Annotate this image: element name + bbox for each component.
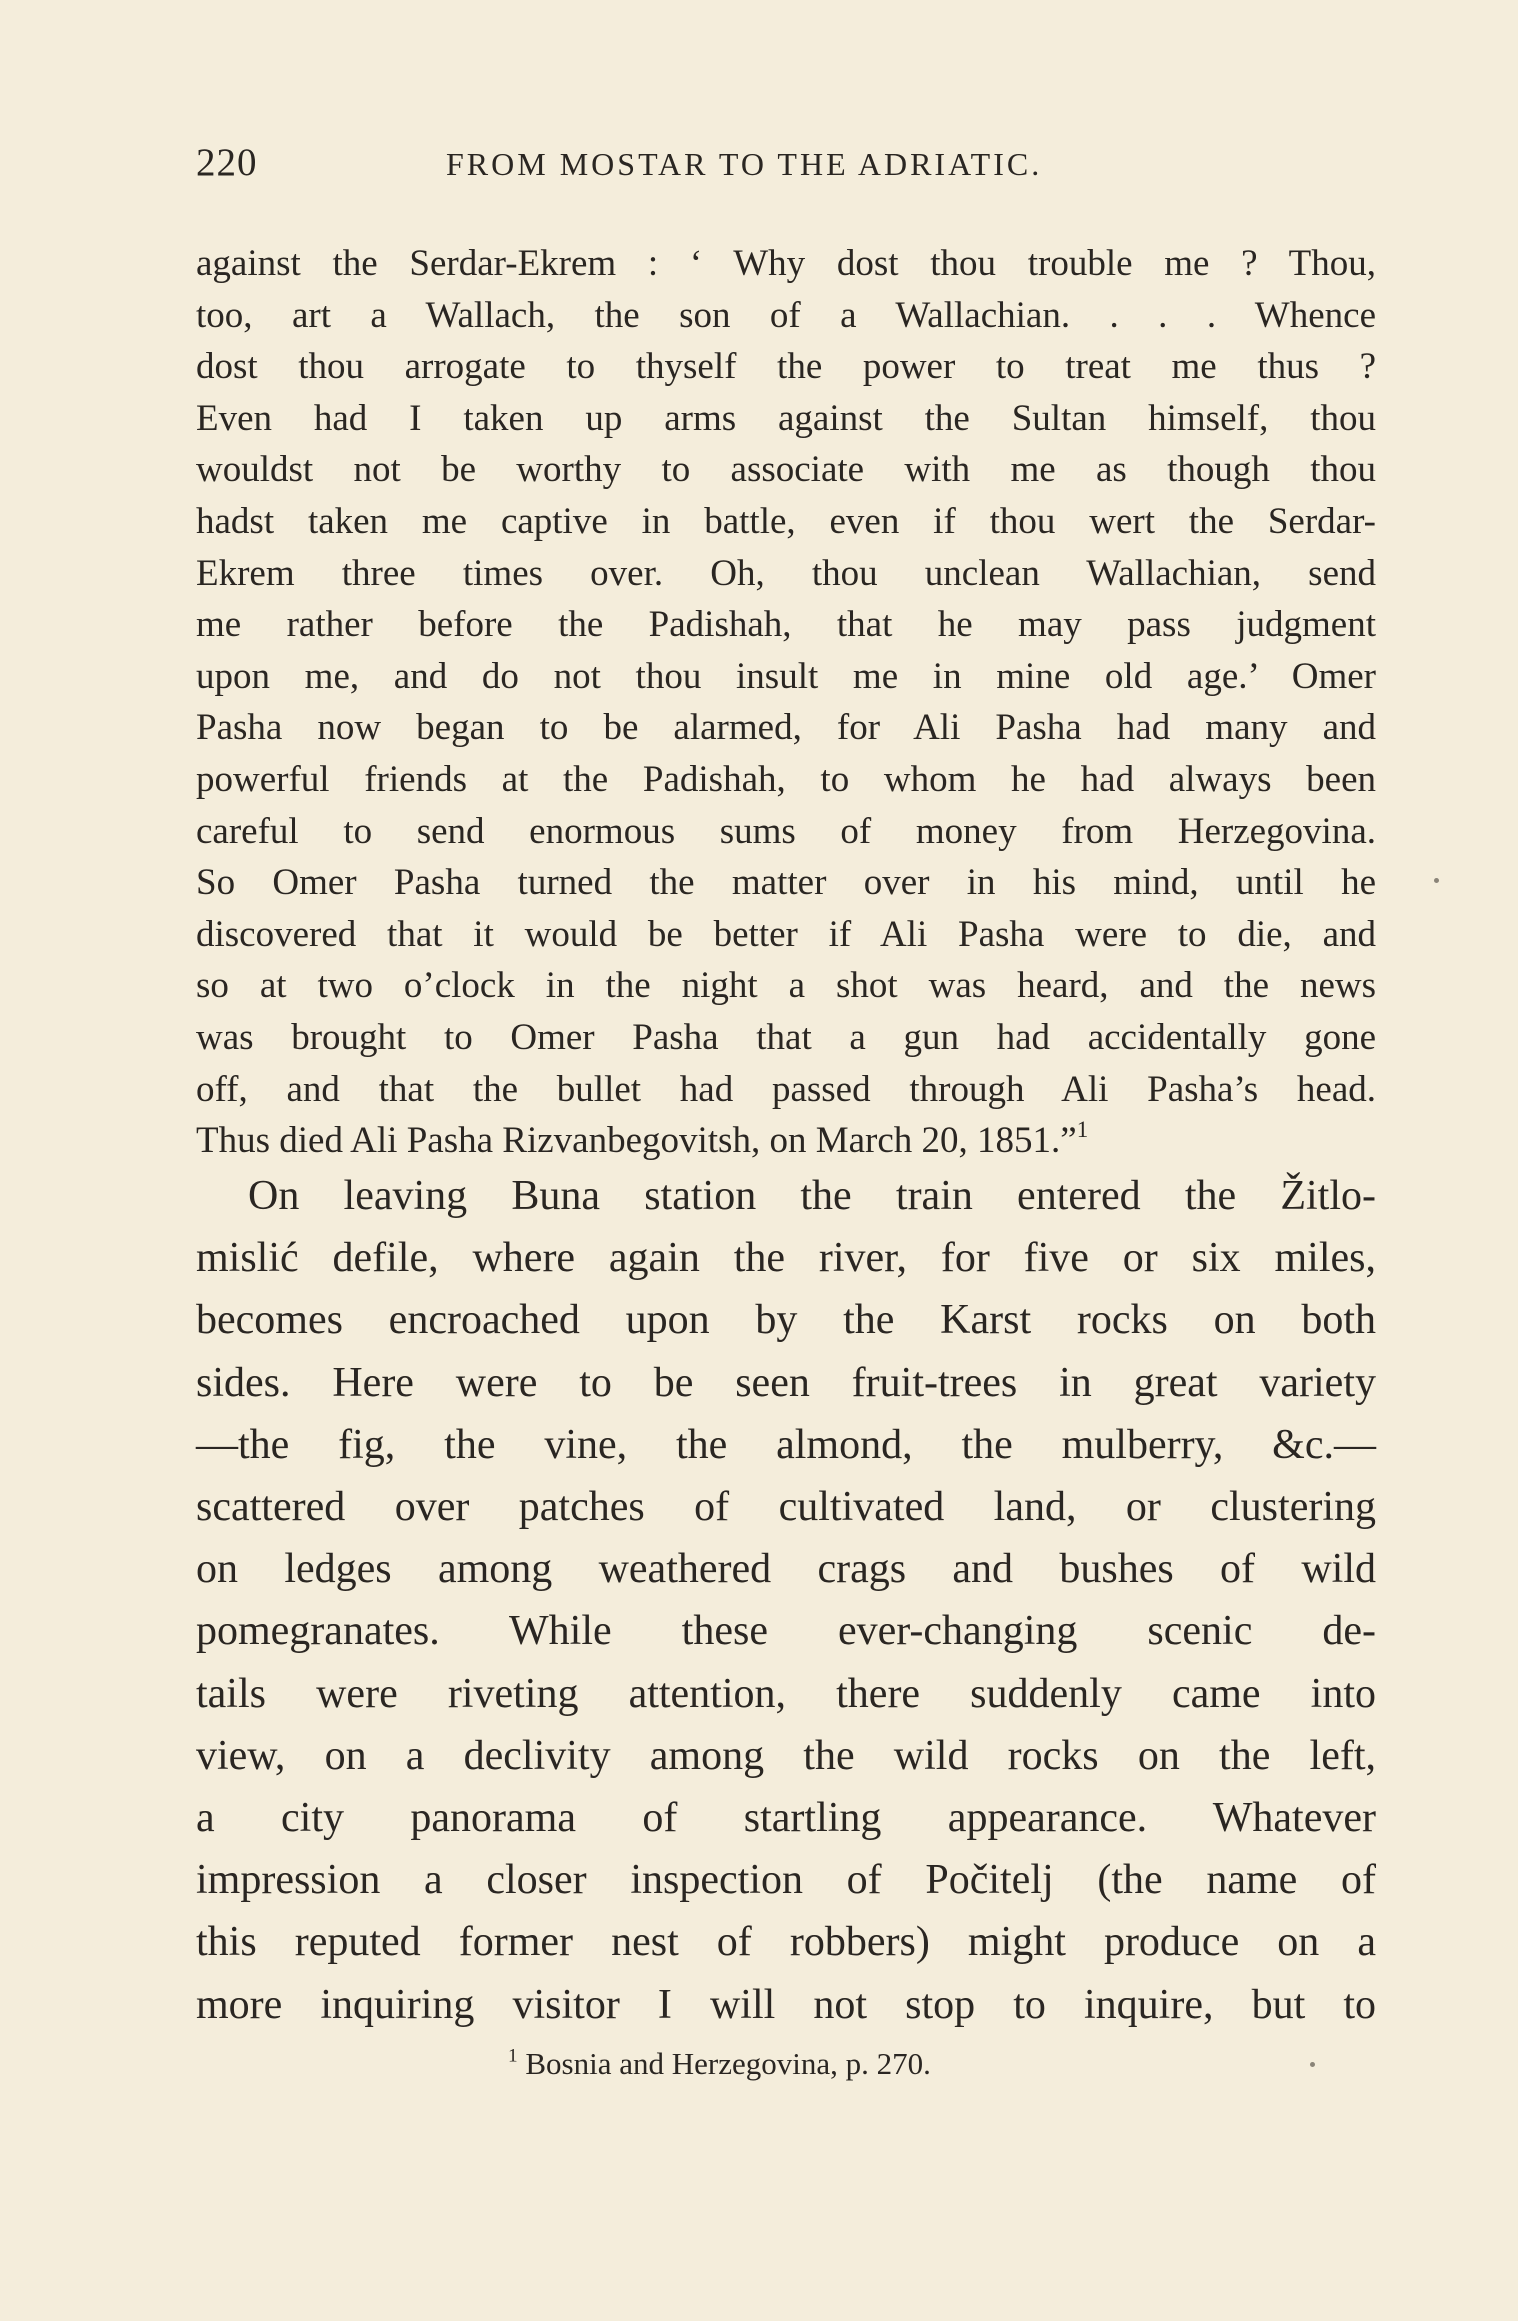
paragraph-line: on ledges among weathered crags and bushes of wild — [196, 1546, 1376, 1593]
quote-line: powerful friends at the Padishah, to whom he had always been — [196, 758, 1376, 800]
quote-line: dost thou arrogate to thyself the power to treat me thus ? — [196, 346, 1376, 388]
quote-line: careful to send enormous sums of money from Herzegovina. — [196, 810, 1376, 852]
quote-line: Ekrem three times over. Oh, thou unclean Wallachian, send — [196, 552, 1376, 594]
paragraph-line: view, on a declivity among the wild rocks on the left, — [196, 1732, 1376, 1779]
paragraph-line: —the fig, the vine, the almond, the mulberry, &c.— — [196, 1421, 1376, 1468]
quote-line: me rather before the Padishah, that he may pass judgment — [196, 604, 1376, 646]
paragraph-line: tails were riveting attention, there suddenly came into — [196, 1670, 1376, 1717]
quote-line: So Omer Pasha turned the matter over in his mind, until he — [196, 862, 1376, 904]
quote-line: was brought to Omer Pasha that a gun had accidentally gone — [196, 1016, 1376, 1058]
quote-line: Even had I taken up arms against the Sultan himself, thou — [196, 397, 1376, 439]
quote-line: off, and that the bullet had passed through Ali Pasha’s head. — [196, 1068, 1376, 1110]
quote-line: against the Serdar-Ekrem : ‘ Why dost thou trouble me ? Thou, — [196, 243, 1376, 284]
paragraph-line: becomes encroached upon by the Karst rocks on both — [196, 1297, 1376, 1344]
quote-line: hadst taken me captive in battle, even if thou wert the Serdar- — [196, 500, 1376, 542]
quote-line: discovered that it would be better if Ali Pasha were to die, and — [196, 913, 1376, 955]
paragraph-line: this reputed former nest of robbers) might produce on a — [196, 1919, 1376, 1966]
page-header — [196, 140, 1376, 190]
page-number: 220 — [196, 141, 258, 184]
paragraph-line: scattered over patches of cultivated land, or clustering — [196, 1484, 1376, 1531]
paper-speck — [1310, 2062, 1315, 2067]
paragraph-line: more inquiring visitor I will not stop to inquire, but to — [196, 1981, 1376, 2028]
quote-line: Thus died Ali Pasha Rizvanbegovitsh, on March 20, 1851.” — [196, 1120, 1077, 1162]
paragraph-line: On leaving Buna station the train entered the Žitlo- — [248, 1173, 1376, 1219]
quoted-passage — [196, 238, 1376, 1167]
footnote-reference: 1 — [1076, 1117, 1089, 1143]
quote-line: wouldst not be worthy to associate with me as though thou — [196, 449, 1376, 491]
paragraph-line: mislić defile, where again the river, for five or six miles, — [196, 1235, 1376, 1282]
quote-line: so at two o’clock in the night a shot was heard, and the news — [196, 965, 1376, 1007]
quote-line: upon me, and do not thou insult me in mine old age.’ Omer — [196, 655, 1376, 697]
paragraph-line: sides. Here were to be seen fruit-trees in great variety — [196, 1359, 1376, 1406]
quote-line: Pasha now began to be alarmed, for Ali Pasha had many and — [196, 707, 1376, 749]
footnote-marker: 1 — [508, 2045, 518, 2067]
running-title: FROM MOSTAR TO THE ADRIATIC. — [446, 146, 1043, 182]
footnote — [508, 2046, 931, 2082]
quote-line: too, art a Wallach, the son of a Wallachian. . . . Whence — [196, 294, 1376, 336]
footnote-text: Bosnia and Herzegovina, p. 270. — [525, 2046, 931, 2081]
paragraph-line: pomegranates. While these ever-changing scenic de- — [196, 1608, 1376, 1655]
paper-speck — [1434, 878, 1439, 883]
main-paragraph — [196, 1165, 1376, 2036]
quote-last-line — [196, 1115, 1376, 1167]
paragraph-line: a city panorama of startling appearance. Whatever — [196, 1795, 1376, 1842]
paragraph-line: impression a closer inspection of Počitelj (the name of — [196, 1857, 1376, 1904]
